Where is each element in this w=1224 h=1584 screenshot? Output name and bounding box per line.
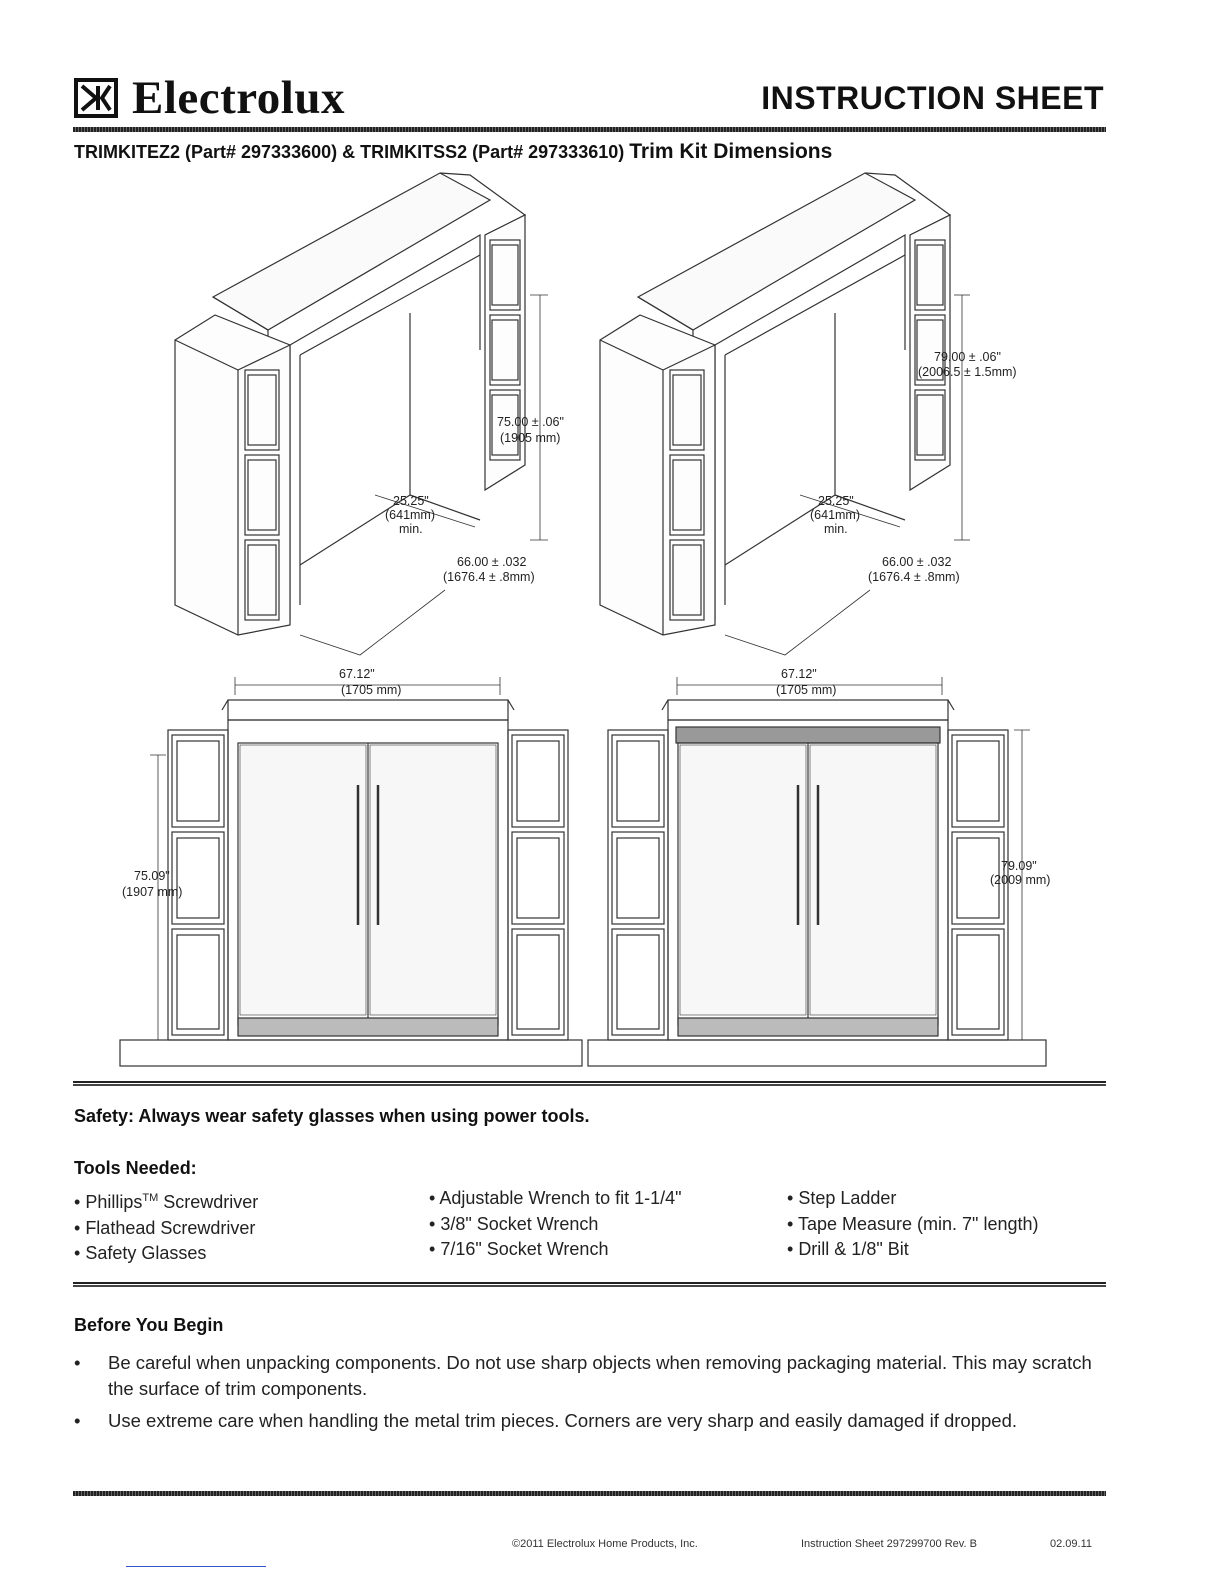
title-suffix: Trim Kit Dimensions xyxy=(629,140,833,163)
bullet-text: Be careful when unpacking components. Do not use sharp objects when removing packaging material. This may scratch the surface of trim components. xyxy=(108,1352,1092,1399)
tools-heading: Tools Needed: xyxy=(74,1158,197,1178)
left-front-height-dim: 75.09" xyxy=(134,869,170,883)
right-front-width-mm: (1705 mm) xyxy=(776,683,837,697)
right-iso-depth-dim: 25.25" xyxy=(818,494,854,508)
right-front-view xyxy=(588,677,1046,1066)
bullet-dot: • xyxy=(74,1352,81,1373)
trim-kit-dimension-drawings xyxy=(0,165,1224,1070)
tool-item: • Flathead Screwdriver xyxy=(74,1216,258,1242)
tools-column-1 xyxy=(74,1186,258,1267)
tools-column-2 xyxy=(429,1186,682,1263)
tools-column-3 xyxy=(787,1186,1039,1263)
electrolux-logo-icon xyxy=(74,78,118,118)
right-iso-depth-note: min. xyxy=(824,522,848,536)
right-iso-depth-mm: (641mm) xyxy=(810,508,861,522)
left-front-width-mm: (1705 mm) xyxy=(341,683,402,697)
section-rule-1 xyxy=(73,1081,1106,1086)
right-front-width-dim: 67.12" xyxy=(781,667,817,681)
left-iso-depth-dim: 25.25" xyxy=(393,494,429,508)
right-front-height-dim: 79.09" xyxy=(1001,859,1037,873)
tool-item: • 7/16" Socket Wrench xyxy=(429,1237,682,1263)
left-iso-height-dim: 75.00 ± .06" xyxy=(497,415,564,429)
right-iso-width-mm: (1676.4 ± .8mm) xyxy=(868,570,960,584)
right-front-height-mm: (2009 mm) xyxy=(990,873,1051,887)
tool-item: • Drill & 1/8" Bit xyxy=(787,1237,1039,1263)
footer-date: 02.09.11 xyxy=(1050,1538,1093,1550)
before-heading: Before You Begin xyxy=(74,1315,224,1335)
right-iso-width-dim: 66.00 ± .032 xyxy=(882,555,952,569)
right-iso-height-mm: (2006.5 ± 1.5mm) xyxy=(918,365,1017,379)
header-rule xyxy=(73,127,1106,132)
document-type: INSTRUCTION SHEET xyxy=(761,80,1104,116)
right-iso-height-dim: 79.00 ± .06" xyxy=(934,350,1001,364)
footer-copyright: ©2011 Electrolux Home Products, Inc. xyxy=(512,1538,698,1550)
tool-item: • Tape Measure (min. 7" length) xyxy=(787,1212,1039,1238)
tool-item: • Phillips™ Screwdriver xyxy=(74,1186,258,1216)
left-front-width-dim: 67.12" xyxy=(339,667,375,681)
tool-item: • Safety Glasses xyxy=(74,1241,258,1267)
brand-logo xyxy=(74,68,345,128)
before-bullet-1 xyxy=(74,1350,1114,1401)
left-front-height-mm: (1907 mm) xyxy=(122,885,183,899)
left-iso-depth-note: min. xyxy=(399,522,423,536)
tool-item: • Adjustable Wrench to fit 1-1/4" xyxy=(429,1186,682,1212)
before-bullet-2 xyxy=(74,1408,1114,1434)
page-title xyxy=(74,140,832,164)
title-parts: TRIMKITEZ2 (Part# 297333600) & TRIMKITSS2 (Part# 297333610) xyxy=(74,142,625,162)
brand-name: Electrolux xyxy=(132,72,345,124)
bullet-text: Use extreme care when handling the metal trim pieces. Corners are very sharp and easily damaged if dropped. xyxy=(108,1410,1018,1431)
tool-item: • 3/8" Socket Wrench xyxy=(429,1212,682,1238)
bullet-dot: • xyxy=(74,1410,81,1431)
left-iso-height-mm: (1905 mm) xyxy=(500,431,561,445)
left-iso-width-mm: (1676.4 ± .8mm) xyxy=(443,570,535,584)
tool-item: • Step Ladder xyxy=(787,1186,1039,1212)
left-front-view xyxy=(120,677,582,1066)
section-rule-2 xyxy=(73,1282,1106,1287)
safety-note: Safety: Always wear safety glasses when using power tools. xyxy=(74,1106,590,1126)
footer-underline xyxy=(126,1566,266,1567)
footer-sheet-number: Instruction Sheet 297299700 Rev. B xyxy=(801,1538,977,1550)
left-iso-width-dim: 66.00 ± .032 xyxy=(457,555,527,569)
footer-rule xyxy=(73,1491,1106,1496)
left-iso-depth-mm: (641mm) xyxy=(385,508,436,522)
